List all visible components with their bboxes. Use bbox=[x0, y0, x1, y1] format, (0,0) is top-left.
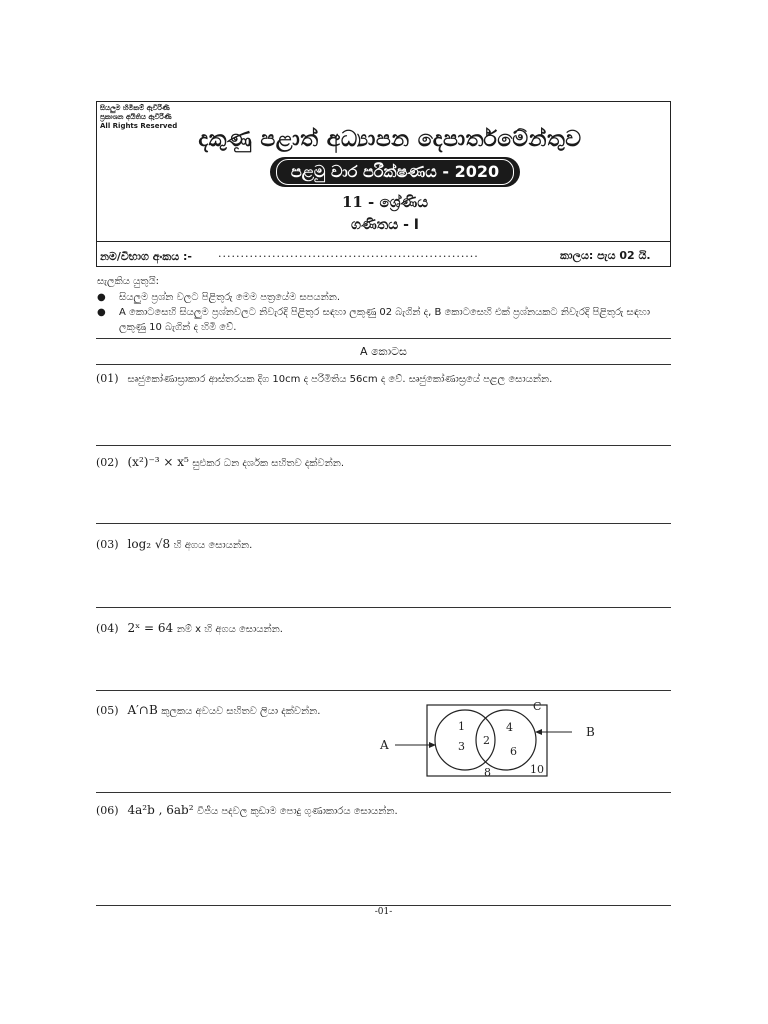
question-number: (05) bbox=[96, 704, 119, 717]
answer-divider bbox=[96, 792, 671, 793]
subject-label: ගණිතය - I bbox=[351, 217, 419, 233]
answer-divider bbox=[96, 445, 671, 446]
question-expression: A′∩B bbox=[127, 703, 158, 717]
venn-element: 4 bbox=[506, 721, 513, 734]
venn-element: 1 bbox=[458, 720, 465, 733]
answer-divider bbox=[96, 690, 671, 691]
set-a-label: A bbox=[380, 738, 389, 752]
venn-element: 8 bbox=[484, 766, 491, 779]
venn-element: 10 bbox=[530, 763, 544, 776]
question-5 bbox=[96, 703, 320, 717]
set-b-label: B bbox=[586, 725, 595, 739]
bullet-icon: ● bbox=[97, 292, 106, 303]
question-6 bbox=[96, 803, 398, 817]
name-index-label: නම/විභාග අංකය :- bbox=[100, 250, 192, 263]
rights-line-3: All Rights Reserved bbox=[100, 122, 178, 130]
venn-element: 2 bbox=[483, 734, 490, 747]
instruction-item bbox=[97, 290, 672, 305]
question-expression: log₂ √8 bbox=[127, 537, 171, 551]
question-4 bbox=[96, 621, 283, 635]
instruction-text: A කොටසෙහි සියලුම ප්‍රශ්නවලට නිවැරදි පිළිතුර සඳහා ලකුණු 02 බැගින් ද, B කොටසෙහි එක් ප්‍රශ්නයකට නිවැරදි පිළිතුරු සඳහා ලකුණු 10 බැගින් ද හිමි වේ. bbox=[119, 307, 651, 333]
footer-divider bbox=[96, 905, 671, 906]
answer-divider bbox=[96, 523, 671, 524]
exam-title-badge bbox=[270, 157, 520, 187]
section-divider bbox=[96, 364, 671, 365]
department-title: දකුණු පළාත් අධ්‍යාපන දෙපාර්තමේන්තුව bbox=[198, 127, 582, 152]
question-text: සෘජුකෝණාස්‍රාකාර ආස්තරයක දිග 10cm ද පරිමිතිය 56cm ද වේ. සෘජුකෝණාස්‍රයේ පළල සොයන්න. bbox=[127, 374, 553, 385]
venn-element: 6 bbox=[510, 745, 517, 758]
question-1 bbox=[96, 372, 552, 385]
question-text: නම් x හි අගය සොයන්න. bbox=[176, 624, 283, 635]
question-number: (04) bbox=[96, 622, 119, 635]
exam-title: පළමු වාර පරීක්ෂණය - 2020 bbox=[276, 159, 514, 185]
grade-label: 11 - ශ්‍රේණිය bbox=[341, 193, 429, 211]
rights-line-1: සියලුම හිමිකම් ඇවිරිණි bbox=[100, 104, 170, 112]
question-number: (01) bbox=[96, 372, 119, 385]
answer-divider bbox=[96, 607, 671, 608]
rights-line-2: ප්‍රකාශන අයිතිය ඇවිරිණි bbox=[100, 113, 172, 121]
question-number: (02) bbox=[96, 456, 119, 469]
question-expression: 2ˣ = 64 bbox=[127, 621, 174, 635]
instruction-text: සියලුම ප්‍රශ්න වලට පිළිතුරු මෙම පත්‍රයේම සපයන්න. bbox=[119, 292, 341, 303]
part-a-title: A කොටස bbox=[360, 345, 407, 358]
question-2 bbox=[96, 455, 344, 469]
question-3 bbox=[96, 537, 252, 551]
page-number: -01- bbox=[374, 907, 393, 917]
question-text: සුළුකර ධන දර්ශක සහිතව දක්වන්න. bbox=[192, 458, 345, 469]
question-text: වීජීය පදවල කුඩාම පොදු ගුණාකාරය සොයන්න. bbox=[197, 806, 398, 817]
question-expression: 4a²b , 6ab² bbox=[127, 803, 194, 817]
instruction-item bbox=[97, 305, 672, 335]
notice-heading: සැලකිය යුතුයි: bbox=[97, 276, 159, 287]
name-index-field[interactable]: .......................................................... bbox=[218, 247, 479, 260]
question-number: (06) bbox=[96, 804, 119, 817]
venn-diagram bbox=[375, 697, 615, 782]
set-b-arrowhead-icon bbox=[535, 729, 542, 735]
time-allowed-label: කාලය: පැය 02 යි. bbox=[560, 249, 651, 262]
question-text: හි අගය සොයන්න. bbox=[173, 540, 253, 551]
section-divider bbox=[96, 338, 671, 339]
question-expression: (x²)⁻³ × x⁵ bbox=[127, 455, 189, 469]
question-text: කුලකය අවයව සහිතව ලියා දක්වන්න. bbox=[161, 706, 321, 717]
venn-element: 3 bbox=[458, 740, 465, 753]
universal-set-label: C bbox=[533, 700, 542, 713]
question-number: (03) bbox=[96, 538, 119, 551]
bullet-icon: ● bbox=[97, 307, 106, 318]
